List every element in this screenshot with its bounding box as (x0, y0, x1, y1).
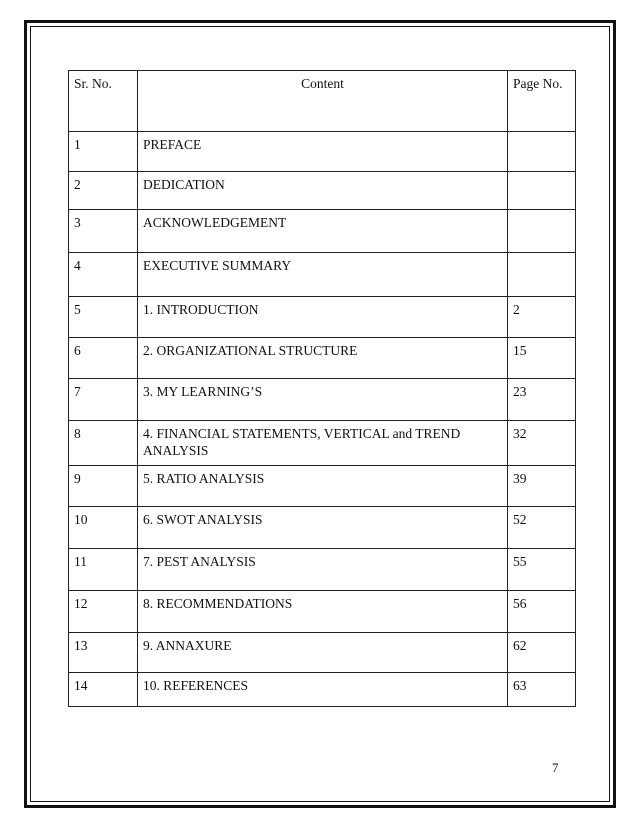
table-of-contents (68, 70, 576, 707)
table-row (69, 591, 576, 633)
table-row (69, 297, 576, 338)
content-cell: 8. RECOMMENDATIONS (138, 591, 508, 633)
page-cell: 56 (508, 591, 576, 633)
content-cell: 7. PEST ANALYSIS (138, 549, 508, 591)
table-row (69, 210, 576, 253)
table-row (69, 132, 576, 172)
table-row (69, 379, 576, 421)
header-page-no: Page No. (508, 71, 576, 132)
page-cell (508, 132, 576, 172)
sr-cell: 4 (69, 253, 138, 297)
sr-cell: 2 (69, 172, 138, 210)
sr-cell: 13 (69, 633, 138, 673)
content-cell: PREFACE (138, 132, 508, 172)
header-content: Content (138, 71, 508, 132)
sr-cell: 5 (69, 297, 138, 338)
table-header-row (69, 71, 576, 132)
content-cell: 10. REFERENCES (138, 673, 508, 707)
sr-cell: 12 (69, 591, 138, 633)
page-cell: 52 (508, 507, 576, 549)
table-row (69, 466, 576, 507)
content-cell: 3. MY LEARNING’S (138, 379, 508, 421)
sr-cell: 14 (69, 673, 138, 707)
content-cell: 5. RATIO ANALYSIS (138, 466, 508, 507)
page-number: 7 (552, 760, 559, 775)
sr-cell: 9 (69, 466, 138, 507)
page-cell: 63 (508, 673, 576, 707)
content-cell: 9. ANNAXURE (138, 633, 508, 673)
table-row (69, 421, 576, 466)
page-cell (508, 172, 576, 210)
header-sr-no: Sr. No. (69, 71, 138, 132)
table-row (69, 338, 576, 379)
sr-cell: 3 (69, 210, 138, 253)
sr-cell: 7 (69, 379, 138, 421)
page-cell: 55 (508, 549, 576, 591)
content-cell: ACKNOWLEDGEMENT (138, 210, 508, 253)
page-cell: 2 (508, 297, 576, 338)
page-cell: 23 (508, 379, 576, 421)
sr-cell: 11 (69, 549, 138, 591)
table-row (69, 633, 576, 673)
page-cell: 39 (508, 466, 576, 507)
table-row (69, 549, 576, 591)
page-cell (508, 253, 576, 297)
content-cell: DEDICATION (138, 172, 508, 210)
sr-cell: 8 (69, 421, 138, 466)
table-row (69, 253, 576, 297)
content-cell: EXECUTIVE SUMMARY (138, 253, 508, 297)
page-cell: 32 (508, 421, 576, 466)
table-row (69, 172, 576, 210)
page-cell (508, 210, 576, 253)
sr-cell: 6 (69, 338, 138, 379)
sr-cell: 10 (69, 507, 138, 549)
content-cell: 2. ORGANIZATIONAL STRUCTURE (138, 338, 508, 379)
content-cell: 1. INTRODUCTION (138, 297, 508, 338)
content-cell: 4. FINANCIAL STATEMENTS, VERTICAL and TREND ANALYSIS (138, 421, 508, 466)
page-cell: 15 (508, 338, 576, 379)
table-row (69, 507, 576, 549)
page-cell: 62 (508, 633, 576, 673)
content-cell: 6. SWOT ANALYSIS (138, 507, 508, 549)
table-row (69, 673, 576, 707)
sr-cell: 1 (69, 132, 138, 172)
